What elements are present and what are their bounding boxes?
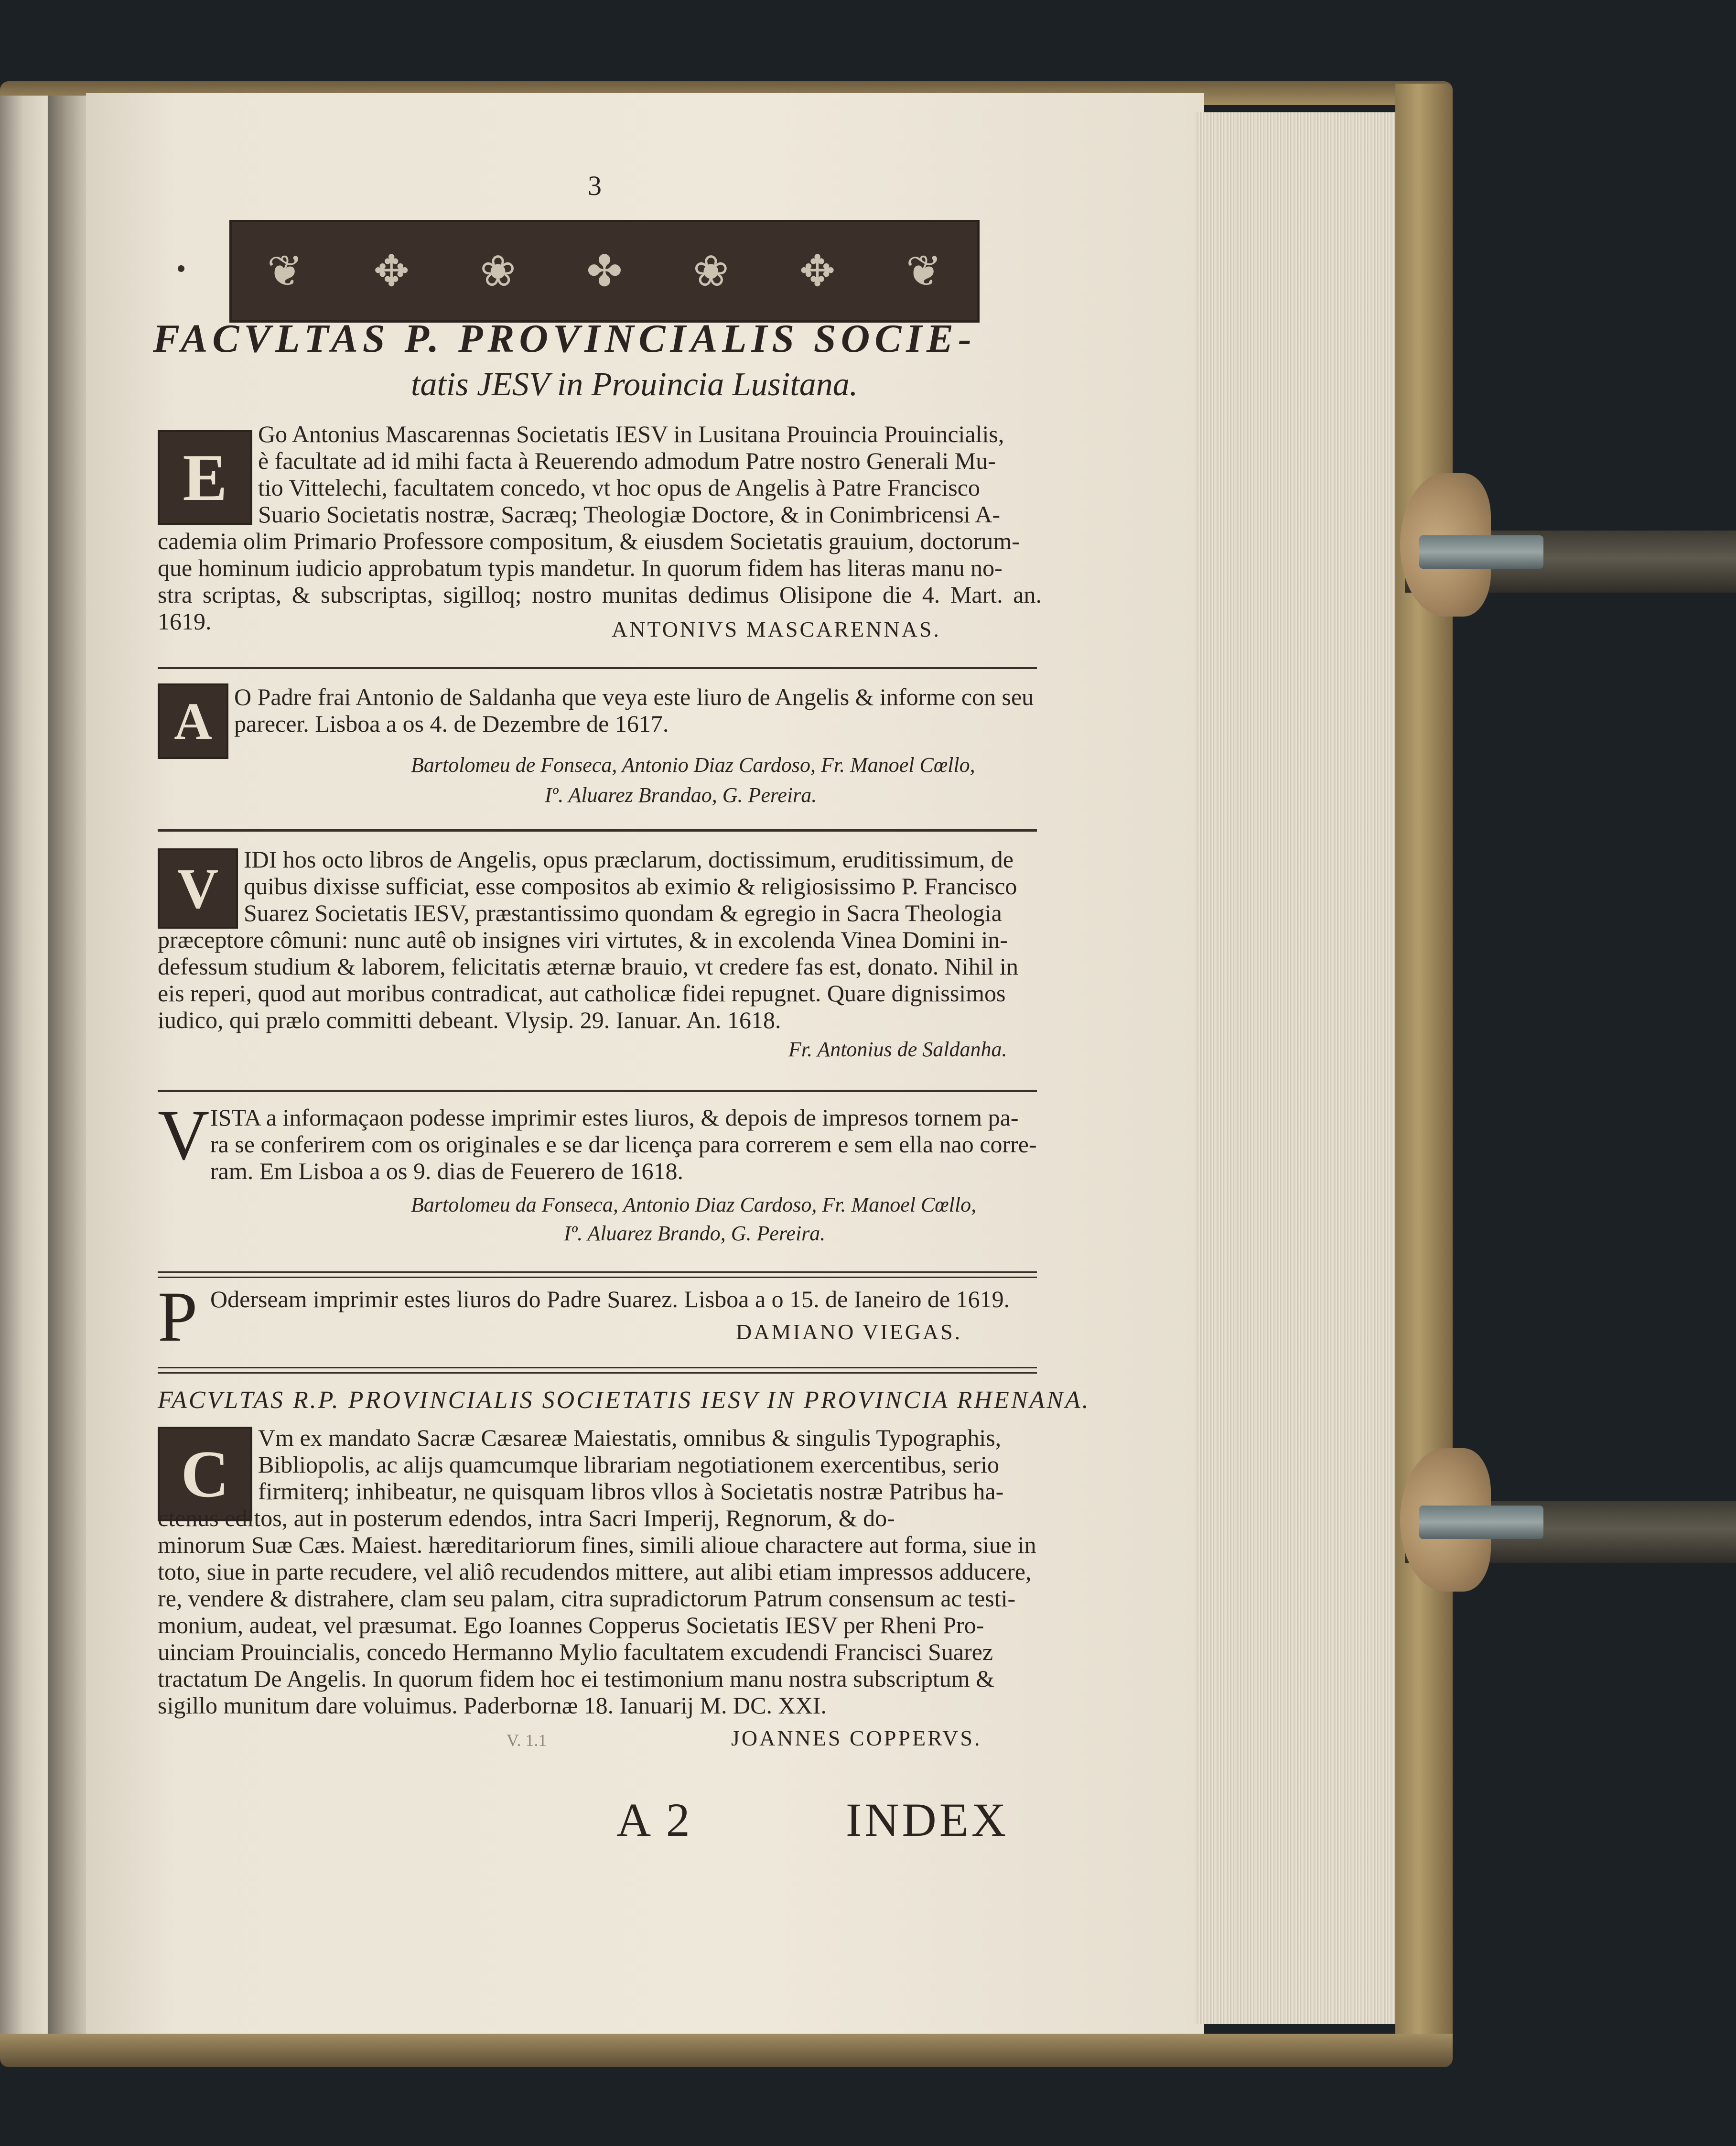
- section2-text: [234, 683, 1042, 737]
- upper-clasp-metal: [1419, 535, 1543, 569]
- page-fore-edge: [1195, 112, 1400, 2024]
- section5-text: Oderseam imprimir estes liuros do Padre Suarez. Lisboa a o 15. de Ianeiro de 1619.: [210, 1286, 1010, 1312]
- ornament-icon: ✥: [799, 248, 836, 295]
- text-line: ra se conferirem com os originales e se dar licença para correrem e sem ella nao corre-: [210, 1131, 1037, 1158]
- section-rule: [158, 1090, 1037, 1092]
- text-line: quibus dixisse sufficiat, esse compositos ab eximio & religiosissimo P. Francisco: [244, 873, 1017, 900]
- lower-clasp-metal: [1419, 1506, 1543, 1539]
- ornamental-headpiece: [229, 220, 980, 323]
- decorated-initial: A: [158, 683, 228, 759]
- printer-dot: [178, 265, 184, 272]
- heading-rhenana: FACVLTAS R.P. PROVINCIALIS SOCIETATIS IESV IN PROVINCIA RHENANA.: [158, 1387, 1090, 1414]
- signature-line: Bartolomeu de Fonseca, Antonio Diaz Cardoso, Fr. Manoel Cœllo,: [411, 753, 975, 777]
- text-line: re, vendere & distrahere, clam seu palam, citra supradictorum Patrum consensum ac testi-: [158, 1585, 1016, 1612]
- book-gutter: [48, 96, 91, 2041]
- text-line: parecer. Lisboa a os 4. de Dezembre de 1617.: [234, 710, 669, 737]
- text-line: sigillo munitum dare voluimus. Paderbornæ 18. Ianuarij M. DC. XXI.: [158, 1692, 827, 1719]
- signature-viegas: DAMIANO VIEGAS.: [736, 1320, 962, 1344]
- text-line: toto, siue in parte recudere, vel aliô recudendos mittere, aut alibi etiam impressos adducere,: [158, 1558, 1032, 1585]
- text-line: è facultate ad id mihi facta à Reuerendo admodum Patre nostro Generali Mu-: [258, 447, 996, 474]
- catchword: INDEX: [846, 1793, 1009, 1846]
- section6-text-top: [258, 1424, 1042, 1505]
- section4-text: [210, 1104, 1042, 1184]
- ornament-icon: ❦: [267, 248, 303, 295]
- ornament-icon: ✤: [586, 248, 623, 295]
- text-line: monium, audeat, vel præsumat. Ego Ioannes Copperus Societatis IESV per Rheni Pro-: [158, 1612, 984, 1638]
- decorated-initial: C: [158, 1427, 252, 1521]
- ornament-icon: ✥: [373, 248, 410, 295]
- signature-mark: A 2: [616, 1793, 693, 1846]
- ornament-icon: ❀: [693, 248, 729, 295]
- section3-text-bottom: [158, 926, 1042, 1033]
- decorated-initial: V: [158, 848, 238, 929]
- large-initial: V: [158, 1095, 210, 1175]
- signature-copperus: JOANNES COPPERVS.: [731, 1726, 982, 1750]
- text-line: tractatum De Angelis. In quorum fidem hoc ei testimonium manu nostra subscriptum &: [158, 1665, 995, 1692]
- text-line: que hominum iudicio approbatum typis mandetur. In quorum fidem has literas manu no-: [158, 554, 1003, 581]
- text-line: ctenus editos, aut in posterum edendos, intra Sacri Imperij, Regnorum, & do-: [158, 1505, 895, 1531]
- text-line: Suario Societatis nostræ, Sacræq; Theologiæ Doctore, & in Conimbricensi A-: [258, 501, 1001, 528]
- text-line: firmiterq; inhibeatur, ne quisquam libros vllos à Societatis nostræ Patribus ha-: [258, 1478, 1004, 1505]
- text-line: ram. Em Lisboa a os 9. dias de Feuerero de 1618.: [210, 1158, 684, 1184]
- signature-line: Iº. Aluarez Brandao, G. Pereira.: [545, 783, 817, 807]
- text-line: ISTA a informaçaon podesse imprimir estes liuros, & depois de impresos tornem pa-: [210, 1104, 1019, 1131]
- signature-saldanha: Fr. Antonius de Saldanha.: [788, 1038, 1007, 1061]
- text-line: uinciam Prouincialis, concedo Hermanno Mylio facultatem excudendi Francisci Suarez: [158, 1638, 993, 1665]
- book-cover-board: [1395, 84, 1453, 2067]
- text-line: Go Antonius Mascarennas Societatis IESV in Lusitana Prouincia Prouincialis,: [258, 421, 1004, 447]
- text-line: stra scriptas, & subscriptas, sigilloq; nostro munitas dedimus Olisipone die 4. Mart. an. 1619.: [158, 581, 1042, 635]
- text-line: defessum studium & laborem, felicitatis æternæ brauio, vt credere fas est, donato. Nihil in: [158, 953, 1018, 980]
- section3-text-top: [244, 846, 1042, 926]
- section1-text-top: [258, 421, 1042, 528]
- signature-line: Iº. Aluarez Brando, G. Pereira.: [564, 1222, 826, 1245]
- signature-line: Bartolomeu da Fonseca, Antonio Diaz Cardoso, Fr. Manoel Cœllo,: [411, 1193, 977, 1216]
- ornament-icon: ❦: [906, 248, 942, 295]
- signature-mascarennas: ANTONIVS MASCARENNAS.: [612, 617, 941, 641]
- text-line: cademia olim Primario Professore compositum, & eiusdem Societatis grauium, doctorum-: [158, 528, 1020, 554]
- text-line: Vm ex mandato Sacræ Cæsareæ Maiestatis, omnibus & singulis Typographis,: [258, 1424, 1002, 1451]
- large-initial: P: [158, 1277, 198, 1356]
- book-cover-bottom-edge: [0, 2034, 1453, 2067]
- heading-title-line2: tatis JESV in Prouincia Lusitana.: [411, 366, 858, 403]
- text-line: Bibliopolis, ac alijs quamcumque librariam negotiationem exercentibus, serio: [258, 1451, 999, 1478]
- heading-title-line1: FACVLTAS P. PROVINCIALIS SOCIE-: [153, 316, 977, 361]
- section-rule: [158, 667, 1037, 669]
- section-rule: [158, 829, 1037, 832]
- text-line: Suarez Societatis IESV, præstantissimo quondam & egregio in Sacra Theologia: [244, 900, 1002, 926]
- ornament-icon: ❀: [480, 248, 516, 295]
- text-line: IDI hos octo libros de Angelis, opus præclarum, doctissimum, eruditissimum, de: [244, 846, 1014, 873]
- text-line: præceptore cômuni: nunc autê ob insignes viri virtutes, & in excolenda Vinea Domini in-: [158, 926, 1008, 953]
- page-number: 3: [588, 170, 602, 201]
- text-line: eis reperi, quod aut moribus contradicat, aut catholicæ fidei repugnet. Quare dignissimos: [158, 980, 1006, 1007]
- decorated-initial: E: [158, 430, 252, 525]
- section-rule: [158, 1271, 1037, 1278]
- text-line: tio Vittelechi, facultatem concedo, vt hoc opus de Angelis à Patre Francisco: [258, 474, 980, 501]
- section6-text-bottom: [158, 1505, 1042, 1719]
- text-line: iudico, qui prælo committi debeant. Vlysip. 29. Ianuar. An. 1618.: [158, 1007, 781, 1033]
- text-line: O Padre frai Antonio de Saldanha que veya este liuro de Angelis & informe con seu: [234, 683, 1034, 710]
- library-stamp: V. 1.1: [507, 1731, 547, 1750]
- text-line: minorum Suæ Cæs. Maiest. hæreditariorum fines, simili alioue charactere aut forma, siue in: [158, 1531, 1036, 1558]
- section-rule: [158, 1367, 1037, 1374]
